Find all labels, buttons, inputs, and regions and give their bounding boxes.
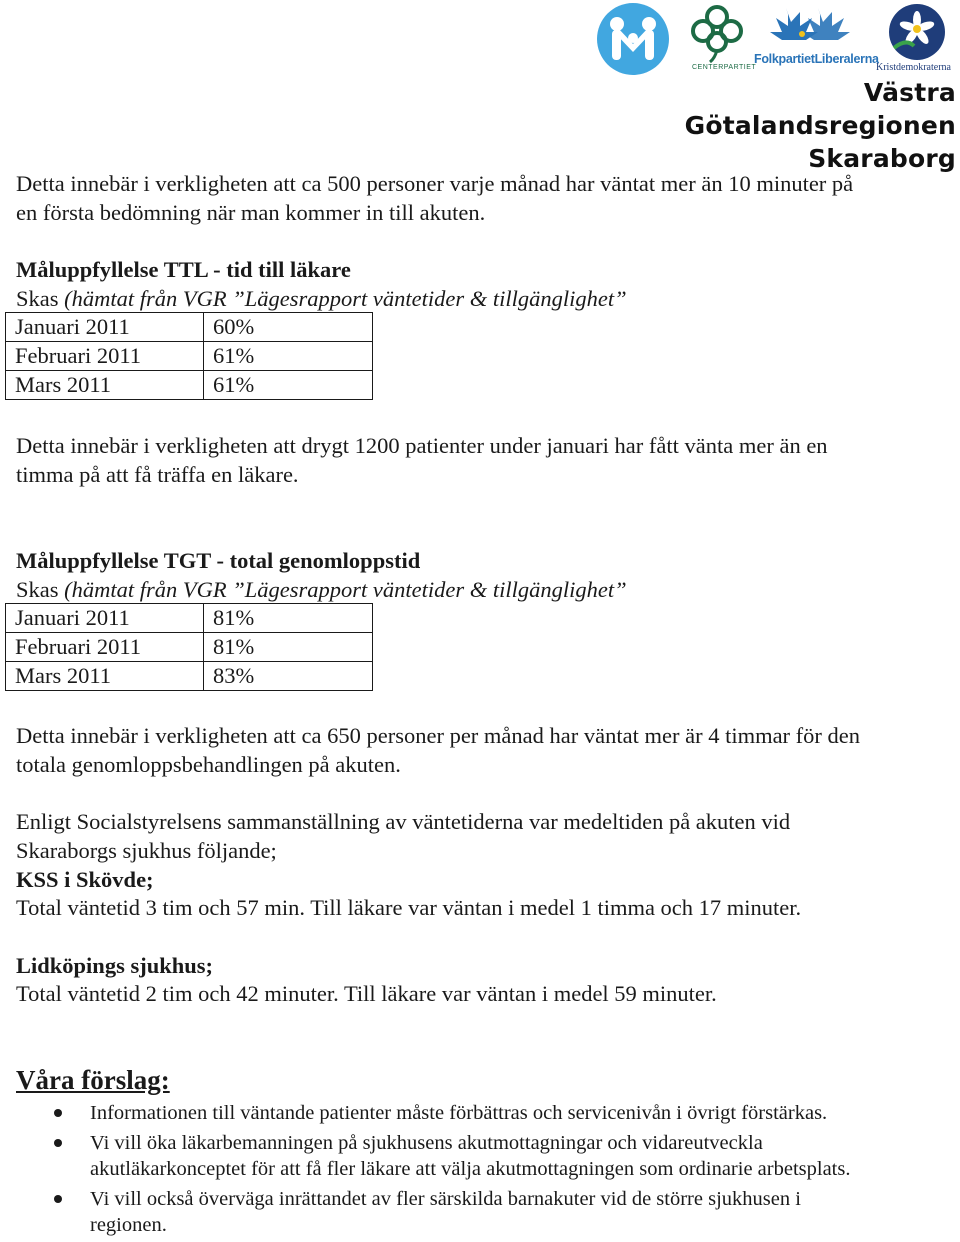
folkpartiet-caption: FolkpartietLiberalerna (754, 52, 879, 66)
proposal-line: regionen. (90, 1214, 167, 1236)
tgt-value-cell: 83% (204, 662, 373, 691)
tgt-value-cell: 81% (204, 604, 373, 633)
kss-text: Total väntetid 3 tim och 57 min. Till läkare var väntan i medel 1 timma och 17 minuter. (16, 895, 802, 920)
ttl-heading: Måluppfyllelse TTL - tid till läkare (16, 257, 351, 282)
list-item (0, 1186, 950, 1238)
region-title (596, 76, 956, 175)
centerpartiet-caption: CENTERPARTIET (692, 64, 757, 71)
ttl-source (16, 284, 627, 313)
proposal-line: Vi vill öka läkarbemanningen på sjukhusens akutmottagningar och vidareutveckla (90, 1132, 763, 1154)
ttl-month-cell: Januari 2011 (6, 313, 204, 342)
proposals-list (0, 1100, 950, 1242)
ttl-table (5, 312, 373, 400)
list-item (0, 1100, 950, 1126)
bullet-icon (54, 1139, 62, 1147)
tgt-source (16, 575, 627, 604)
socialstyrelsen-line-1: Enligt Socialstyrelsens sammanställning av väntetiderna var medeltiden på akuten vid (16, 809, 791, 834)
bullet-icon (54, 1195, 62, 1203)
moderaterna-logo (596, 2, 670, 76)
region-line-2: Skaraborg (808, 144, 956, 173)
tgt-month-cell: Februari 2011 (6, 633, 204, 662)
table-row (6, 662, 373, 691)
table-row (6, 604, 373, 633)
ttl-value-cell: 61% (204, 342, 373, 371)
kss-heading: KSS i Skövde; (16, 867, 154, 892)
tgt-month-cell: Mars 2011 (6, 662, 204, 691)
ttl-note-line-1: Detta innebär i verkligheten att drygt 1200 patienter under januari har fått vänta mer än en (16, 433, 828, 458)
intro-line-2: en första bedömning när man kommer in till akuten. (16, 200, 486, 225)
ttl-value-cell: 60% (204, 313, 373, 342)
bullet-icon (54, 1109, 62, 1117)
region-line-1: Västra Götalandsregionen (684, 78, 956, 140)
table-row (6, 371, 373, 400)
kristdemokraterna-caption: Kristdemokraterna (876, 62, 951, 73)
tgt-value-cell: 81% (204, 633, 373, 662)
ttl-note-line-2: timma på att få träffa en läkare. (16, 462, 299, 487)
ttl-value-cell: 61% (204, 371, 373, 400)
lidkoping-heading: Lidköpings sjukhus; (16, 953, 213, 978)
ttl-month-cell: Mars 2011 (6, 371, 204, 400)
lidkoping-text: Total väntetid 2 tim och 42 minuter. Till läkare var väntan i medel 59 minuter. (16, 981, 717, 1006)
ttl-source-bold: Skas (16, 286, 59, 311)
ttl-source-italic: (hämtat från VGR ”Lägesrapport väntetider & tillgänglighet” (58, 286, 627, 311)
proposal-line: Informationen till väntande patienter måste förbättras och servicenivån i övrigt förstärkas. (90, 1102, 828, 1124)
proposals-heading: Våra förslag: (16, 1065, 170, 1095)
tgt-source-italic: (hämtat från VGR ”Lägesrapport väntetider & tillgänglighet” (58, 577, 627, 602)
socialstyrelsen-line-2: Skaraborgs sjukhus följande; (16, 838, 277, 863)
tgt-note-line-2: totala genomloppsbehandlingen på akuten. (16, 752, 401, 777)
table-row (6, 633, 373, 662)
tgt-source-bold: Skas (16, 577, 59, 602)
intro-line-1: Detta innebär i verkligheten att ca 500 personer varje månad har väntat mer än 10 minuter på (16, 171, 854, 196)
tgt-table (5, 603, 373, 691)
list-item (0, 1130, 950, 1182)
ttl-month-cell: Februari 2011 (6, 342, 204, 371)
proposal-line: akutläkarkonceptet för att få fler läkare att välja akutmottagningen som ordinarie arbetsplats. (90, 1158, 851, 1180)
tgt-month-cell: Januari 2011 (6, 604, 204, 633)
proposal-line: Vi vill också överväga inrättandet av fler särskilda barnakuter vid de större sjukhusen i (90, 1188, 801, 1210)
party-logos (596, 0, 956, 173)
table-row (6, 342, 373, 371)
tgt-note-line-1: Detta innebär i verkligheten att ca 650 personer per månad har väntat mer är 4 timmar för den (16, 723, 861, 748)
table-row (6, 313, 373, 342)
tgt-heading: Måluppfyllelse TGT - total genomloppstid (16, 548, 421, 573)
